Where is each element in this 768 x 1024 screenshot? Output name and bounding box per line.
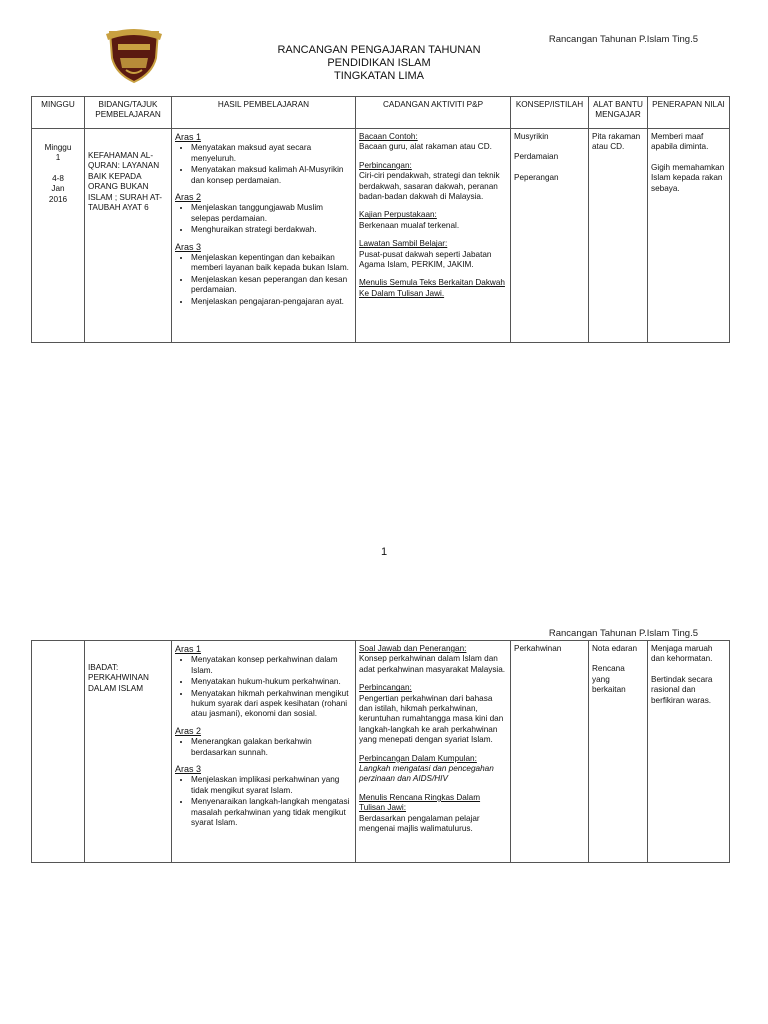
list-item: • Menjelaskan kepentingan dan kebaikan memberi layanan baik kepada bukan Islam. bbox=[191, 253, 352, 274]
activity-heading: Menulis Rencana Ringkas Dalam Tulisan Jawi: bbox=[359, 792, 481, 813]
cell-aktiviti bbox=[356, 129, 511, 343]
document-title bbox=[0, 44, 768, 83]
activity-text: Ciri-ciri pendakwah, strategi dan teknik berdakwah, sasaran dakwah, peranan badan-badan dakwah di Malaysia. bbox=[359, 171, 500, 202]
title-line: TINGKATAN LIMA bbox=[333, 70, 425, 82]
cell-konsep bbox=[511, 129, 589, 343]
list-item: • Menyatakan maksud ayat secara menyeluruh. bbox=[191, 143, 352, 164]
konsep-item: Perkahwinan bbox=[514, 644, 562, 653]
lesson-plan-table-continued bbox=[31, 640, 730, 863]
cell-hasil bbox=[172, 129, 356, 343]
title-line: RANCANGAN PENGAJARAN TAHUNAN bbox=[277, 44, 481, 56]
list-item: • Menjelaskan kesan peperangan dan kesan perdamaian. bbox=[191, 275, 352, 296]
list-item: • Menyatakan hikmah perkahwinan mengikut hukum syarak dari aspek kesihatan (rohani atau jasmani), ekonomi dan sosial. bbox=[191, 689, 352, 720]
cell-konsep bbox=[511, 641, 589, 863]
aras-label: Aras 3 bbox=[175, 241, 202, 252]
activity-heading: Lawatan Sambil Belajar: bbox=[359, 239, 448, 249]
page-number: 1 bbox=[380, 546, 388, 558]
list-item: • Menghuraikan strategi berdakwah. bbox=[191, 225, 352, 235]
nilai-item: Gigih memahamkan Islam kepada rakan sebaya. bbox=[651, 162, 725, 193]
cell-minggu bbox=[32, 641, 85, 863]
cell-nilai bbox=[648, 641, 730, 863]
konsep-item: Peperangan bbox=[514, 172, 559, 182]
nilai-item: Memberi maaf apabila diminta. bbox=[651, 132, 709, 152]
cell-nilai bbox=[648, 129, 730, 343]
list-item: • Menyatakan konsep perkahwinan dalam Islam. bbox=[191, 655, 352, 676]
list-item: • Menjelaskan tanggungjawab Muslim selepas perdamaian. bbox=[191, 203, 352, 224]
list-item: • Menyatakan hukum-hukum perkahwinan. bbox=[191, 677, 352, 687]
col-header-aktiviti: CADANGAN AKTIVITI P&P bbox=[356, 97, 511, 129]
alat-item: Nota edaran bbox=[592, 644, 638, 653]
cell-hasil bbox=[172, 641, 356, 863]
activity-heading: Kajian Perpustakaan: bbox=[359, 210, 437, 220]
lesson-plan-table bbox=[31, 96, 730, 343]
konsep-item: Musyrikin bbox=[514, 132, 549, 141]
activity-text: Pusat-pusat dakwah seperti Jabatan Agama Islam, PERKIM, JAKIM. bbox=[359, 249, 492, 270]
table-row bbox=[32, 129, 730, 343]
aras-label: Aras 1 bbox=[175, 132, 202, 142]
title-line: PENDIDIKAN ISLAM bbox=[327, 57, 431, 69]
activity-heading: Bacaan Contoh: bbox=[359, 132, 418, 141]
activity-text: Konsep perkahwinan dalam Islam dan adat perkahwinan masyarakat Malaysia. bbox=[359, 654, 506, 674]
aras-label: Aras 1 bbox=[175, 644, 202, 654]
list-item: • Menjelaskan pengajaran-pengajaran ayat. bbox=[191, 297, 352, 307]
activity-text: Berkenaan mualaf terkenal. bbox=[359, 220, 460, 230]
col-header-bidang: BIDANG/TAJUK PEMBELAJARAN bbox=[85, 97, 172, 129]
activity-text: Bacaan guru, alat rakaman atau CD. bbox=[359, 142, 492, 152]
list-item: • Menjelaskan implikasi perkahwinan yang tidak mengikut syarat Islam. bbox=[191, 775, 352, 796]
aras-label: Aras 2 bbox=[175, 725, 202, 736]
col-header-hasil: HASIL PEMBELAJARAN bbox=[172, 97, 356, 129]
page-header: Rancangan Tahunan P.Islam Ting.5 bbox=[548, 34, 698, 45]
activity-text: Berdasarkan pengalaman pelajar mengenai majlis walimatulurus. bbox=[359, 813, 480, 834]
table-row bbox=[32, 641, 730, 863]
aras-label: Aras 3 bbox=[175, 764, 202, 775]
page-header: Rancangan Tahunan P.Islam Ting.5 bbox=[548, 628, 698, 639]
cell-alat: Pita rakaman atau CD. bbox=[589, 129, 648, 343]
activity-heading: Perbincangan: bbox=[359, 683, 412, 693]
aras-label: Aras 2 bbox=[175, 192, 202, 203]
activity-text: Pengertian perkahwinan dari bahasa dan istilah, hikmah perkahwinan, keruntuhan rumahtangga masa kini dan langkah-langkah ke arah perkahwinan yang menepati dengan syariat Islam. bbox=[359, 693, 504, 745]
activity-text: Langkah mengatasi dan pencegahan perzinaan dan AIDS/HIV bbox=[359, 764, 494, 784]
list-item: • Menyenaraikan langkah-langkah mengatasi masalah perkahwinan yang tidak mengikut syarat Islam. bbox=[191, 797, 352, 828]
list-item: • Menerangkan galakan berkahwin berdasarkan sunnah. bbox=[191, 737, 352, 758]
list-item: • Menyatakan maksud kalimah Al-Musyrikin dan konsep perdamaian. bbox=[191, 165, 352, 186]
cell-alat bbox=[589, 641, 648, 863]
activity-heading: Menulis Semula Teks Berkaitan Dakwah Ke Dalam Tulisan Jawi. bbox=[359, 278, 505, 298]
cell-aktiviti bbox=[356, 641, 511, 863]
cell-bidang: IBADAT: PERKAHWINAN DALAM ISLAM bbox=[85, 641, 172, 863]
activity-heading: Perbincangan Dalam Kumpulan: bbox=[359, 753, 477, 763]
col-header-nilai: PENERAPAN NILAI bbox=[648, 97, 730, 129]
alat-item: Rencana yang berkaitan bbox=[592, 664, 626, 695]
nilai-item: Bertindak secara rasional dan berfikiran waras. bbox=[651, 674, 713, 705]
col-header-minggu: MINGGU bbox=[32, 97, 85, 129]
konsep-item: Perdamaian bbox=[514, 152, 559, 162]
col-header-konsep: KONSEP/ISTILAH bbox=[511, 97, 589, 129]
col-header-alat: ALAT BANTU MENGAJAR bbox=[589, 97, 648, 129]
table-header-row bbox=[32, 97, 730, 129]
cell-minggu: Minggu 1 4-8 Jan 2016 bbox=[32, 129, 85, 343]
activity-heading: Perbincangan: bbox=[359, 160, 412, 170]
activity-heading: Soal Jawab dan Penerangan: bbox=[359, 644, 467, 653]
nilai-item: Menjaga maruah dan kehormatan. bbox=[651, 644, 713, 664]
cell-bidang: KEFAHAMAN AL-QURAN: LAYANAN BAIK KEPADA ORANG BUKAN ISLAM ; SURAH AT-TAUBAH AYAT 6 bbox=[85, 129, 172, 343]
